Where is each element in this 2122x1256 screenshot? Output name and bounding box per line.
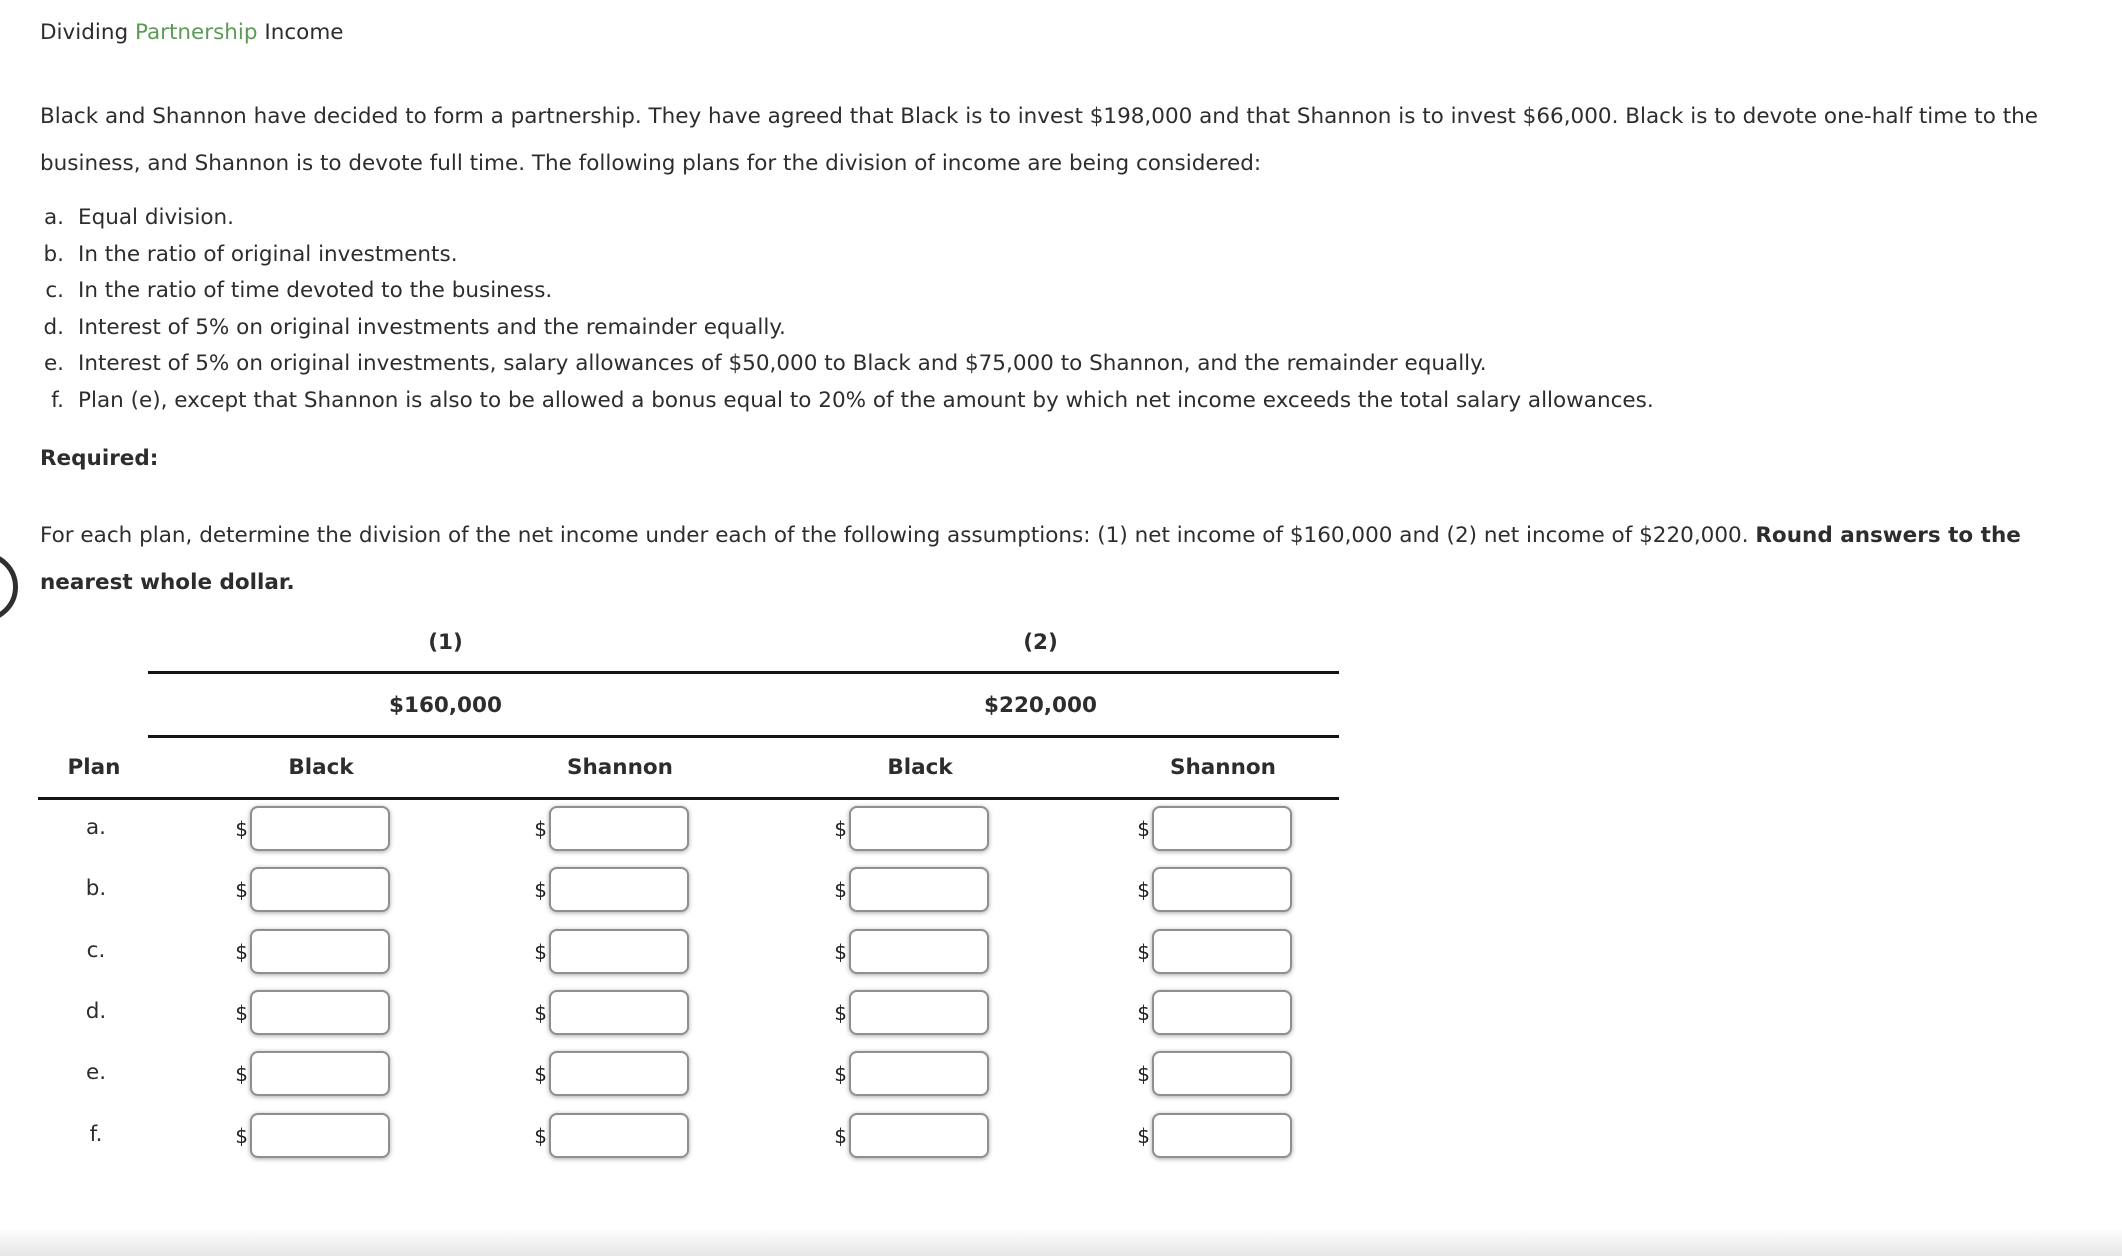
- answer-input-a-2-shannon[interactable]: [1152, 806, 1292, 851]
- title-suffix: Income: [257, 20, 344, 45]
- answer-input-f-1-shannon[interactable]: [549, 1113, 689, 1158]
- row-label: d.: [85, 999, 107, 1024]
- dollar-sign: $: [834, 1062, 847, 1086]
- dollar-sign: $: [1137, 878, 1150, 902]
- list-marker: a.: [43, 205, 64, 230]
- answer-input-b-2-shannon[interactable]: [1152, 867, 1292, 912]
- answer-input-a-1-shannon[interactable]: [549, 806, 689, 851]
- answer-input-e-2-shannon[interactable]: [1152, 1051, 1292, 1096]
- answer-input-f-1-black[interactable]: [250, 1113, 390, 1158]
- dollar-sign: $: [1137, 1124, 1150, 1148]
- list-marker: f.: [51, 387, 64, 413]
- list-text: Plan (e), except that Shannon is also to be allowed a bonus equal to 20% of the amount by which net income exceeds the total salary allowances.: [78, 387, 1654, 413]
- list-text: Interest of 5% on original investments and the remainder equally.: [78, 314, 786, 340]
- dollar-sign: $: [235, 1001, 248, 1025]
- dollar-sign: $: [834, 817, 847, 841]
- dollar-sign: $: [534, 1124, 547, 1148]
- net-income-header-2: $220,000: [984, 693, 1097, 718]
- dollar-sign: $: [534, 1001, 547, 1025]
- dollar-sign: $: [834, 940, 847, 964]
- answer-input-c-2-black[interactable]: [849, 929, 989, 974]
- dollar-sign: $: [235, 878, 248, 902]
- dollar-sign: $: [1137, 1062, 1150, 1086]
- instructions-bold-text: Round answers to the nearest whole dollar.: [40, 523, 2021, 595]
- row-label: b.: [85, 876, 107, 901]
- row-label: c.: [86, 938, 106, 963]
- group-header-2: (2): [1023, 630, 1058, 655]
- row-label: a.: [85, 815, 106, 840]
- answer-input-b-2-black[interactable]: [849, 867, 989, 912]
- table-row: [0, 990, 1360, 1040]
- dollar-sign: $: [534, 817, 547, 841]
- column-header-black-2: Black: [887, 755, 953, 780]
- answer-input-d-1-shannon[interactable]: [549, 990, 689, 1035]
- answer-input-e-2-black[interactable]: [849, 1051, 989, 1096]
- answer-input-b-1-black[interactable]: [250, 867, 390, 912]
- group-header-1: (1): [428, 630, 463, 655]
- table-row: [0, 929, 1360, 979]
- dollar-sign: $: [1137, 817, 1150, 841]
- dollar-sign: $: [834, 1124, 847, 1148]
- list-marker: d.: [43, 314, 64, 340]
- list-text: Interest of 5% on original investments, salary allowances of $50,000 to Black and $75,000 to Shannon, and the remainder equally.: [78, 351, 1487, 376]
- table-row: [0, 806, 1360, 856]
- list-marker: c.: [45, 278, 64, 303]
- dollar-sign: $: [534, 940, 547, 964]
- problem-statement: Black and Shannon have decided to form a partnership. They have agreed that Black is to invest $198,000 and that Shannon is to invest $66,000. Black is to devote one-half time to the business, and Shannon is to devote full time. The following plans for the division of income are being considered:: [40, 104, 2038, 176]
- net-income-header-1: $160,000: [389, 693, 502, 718]
- dollar-sign: $: [1137, 940, 1150, 964]
- row-label: f.: [89, 1122, 103, 1147]
- table-rule: [148, 735, 1339, 738]
- answer-input-a-1-black[interactable]: [250, 806, 390, 851]
- answer-input-e-1-black[interactable]: [250, 1051, 390, 1096]
- dollar-sign: $: [1137, 1001, 1150, 1025]
- answer-input-e-1-shannon[interactable]: [549, 1051, 689, 1096]
- answer-input-c-1-shannon[interactable]: [549, 929, 689, 974]
- column-header-plan: Plan: [67, 755, 121, 780]
- list-text: In the ratio of time devoted to the business.: [78, 278, 553, 303]
- column-header-shannon-1: Shannon: [567, 755, 673, 780]
- title-highlight: Partnership: [134, 20, 258, 45]
- list-marker: b.: [43, 241, 64, 267]
- dollar-sign: $: [834, 878, 847, 902]
- answer-input-f-2-shannon[interactable]: [1152, 1113, 1292, 1158]
- table-row: [0, 867, 1360, 917]
- bottom-scroll-area: [0, 1230, 2122, 1256]
- answer-input-b-1-shannon[interactable]: [549, 867, 689, 912]
- required-heading: Required:: [40, 446, 159, 471]
- answer-input-c-2-shannon[interactable]: [1152, 929, 1292, 974]
- table-row: [0, 1051, 1360, 1101]
- answer-input-f-2-black[interactable]: [849, 1113, 989, 1158]
- list-text: Equal division.: [78, 205, 234, 230]
- dollar-sign: $: [534, 1062, 547, 1086]
- answer-input-d-2-black[interactable]: [849, 990, 989, 1035]
- title-prefix: Dividing: [40, 20, 135, 45]
- dollar-sign: $: [534, 878, 547, 902]
- dollar-sign: $: [834, 1001, 847, 1025]
- table-rule: [38, 797, 1339, 800]
- list-marker: e.: [43, 351, 64, 376]
- instructions-text: For each plan, determine the division of the net income under each of the following assumptions: (1) net income of $160,000 and (2) net income of $220,000.: [40, 523, 1756, 548]
- dollar-sign: $: [235, 817, 248, 841]
- table-rule: [148, 671, 1339, 674]
- column-header-shannon-2: Shannon: [1170, 755, 1276, 780]
- answer-input-d-2-shannon[interactable]: [1152, 990, 1292, 1035]
- dollar-sign: $: [235, 1124, 248, 1148]
- column-header-black-1: Black: [288, 755, 354, 780]
- answer-input-c-1-black[interactable]: [250, 929, 390, 974]
- list-text: In the ratio of original investments.: [78, 241, 458, 267]
- dollar-sign: $: [235, 940, 248, 964]
- row-label: e.: [85, 1060, 107, 1085]
- answer-input-d-1-black[interactable]: [250, 990, 390, 1035]
- dollar-sign: $: [235, 1062, 248, 1086]
- table-row: [0, 1113, 1360, 1163]
- answer-input-a-2-black[interactable]: [849, 806, 989, 851]
